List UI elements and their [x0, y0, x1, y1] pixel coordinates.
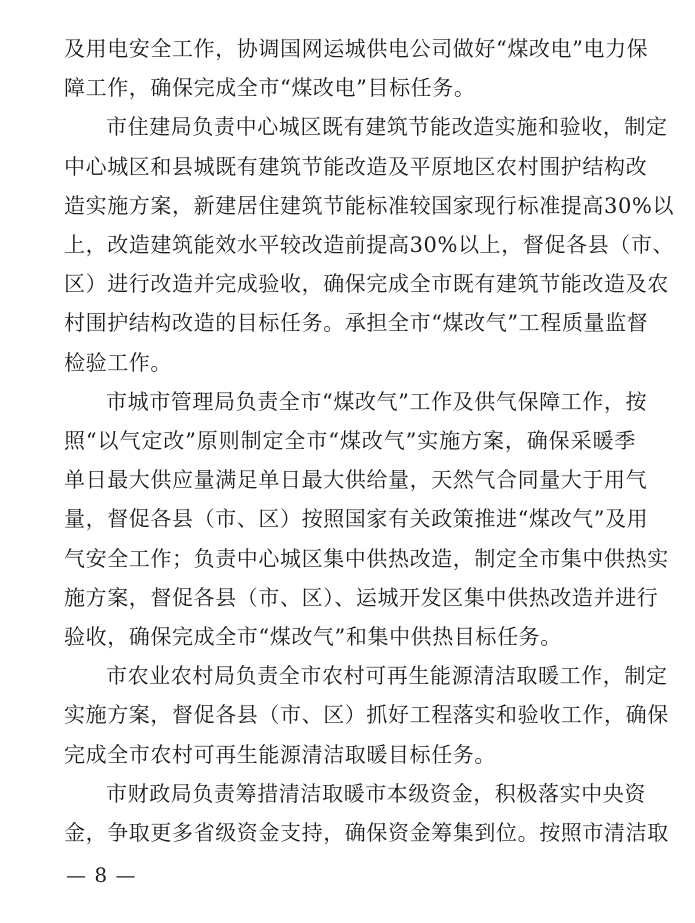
text-line: 单日最大供应量满足单日最大供给量，天然气合同量大于用气: [64, 468, 648, 492]
text-line: 造实施方案，新建居住建筑节能标准较国家现行标准提高30%以: [64, 194, 675, 218]
text-line: 照“以气定改”原则制定全市“煤改气”实施方案，确保采暖季: [64, 429, 636, 453]
text-line: 区）进行改造并完成验收，确保完成全市既有建筑节能改造及农: [64, 272, 669, 296]
paragraph-first-line: 市财政局负责筹措清洁取暖市本级资金，积极落实中央资: [106, 782, 646, 806]
text-line: 村围护结构改造的目标任务。承担全市“煤改气”工程质量监督: [64, 311, 649, 335]
text-line: 实施方案，督促各县（市、区）抓好工程落实和验收工作，确保: [64, 703, 669, 727]
paragraph-first-line: 市农业农村局负责全市农村可再生能源清洁取暖工作，制定: [106, 664, 668, 688]
text-line: 量，督促各县（市、区）按照国家有关政策推进“煤改气”及用: [64, 507, 649, 531]
text-line: 中心城区和县城既有建筑节能改造及平原地区农村围护结构改: [64, 155, 648, 179]
text-line: 施方案，督促各县（市、区）、运城开发区集中供热改造并进行: [64, 586, 659, 610]
text-line: 验收，确保完成全市“煤改气”和集中供热目标任务。: [64, 625, 562, 649]
text-line: 金，争取更多省级资金支持，确保资金筹集到位。按照市清洁取: [64, 821, 669, 845]
text-line: 完成全市农村可再生能源清洁取暖目标任务。: [64, 743, 496, 767]
text-line: 障工作，确保完成全市“煤改电”目标任务。: [64, 76, 476, 100]
text-line: 及用电安全工作，协调国网运城供电公司做好“煤改电”电力保: [64, 37, 649, 61]
text-line: 检验工作。: [64, 351, 172, 375]
page-number: — 8 —: [66, 863, 137, 887]
text-line: 气安全工作；负责中心城区集中供热改造，制定全市集中供热实: [64, 547, 669, 571]
text-line: 上，改造建筑能效水平较改造前提高30%以上，督促各县（市、: [64, 233, 675, 257]
paragraph-first-line: 市城市管理局负责全市“煤改气”工作及供气保障工作，按: [106, 390, 648, 414]
paragraph-first-line: 市住建局负责中心城区既有建筑节能改造实施和验收，制定: [106, 115, 668, 139]
